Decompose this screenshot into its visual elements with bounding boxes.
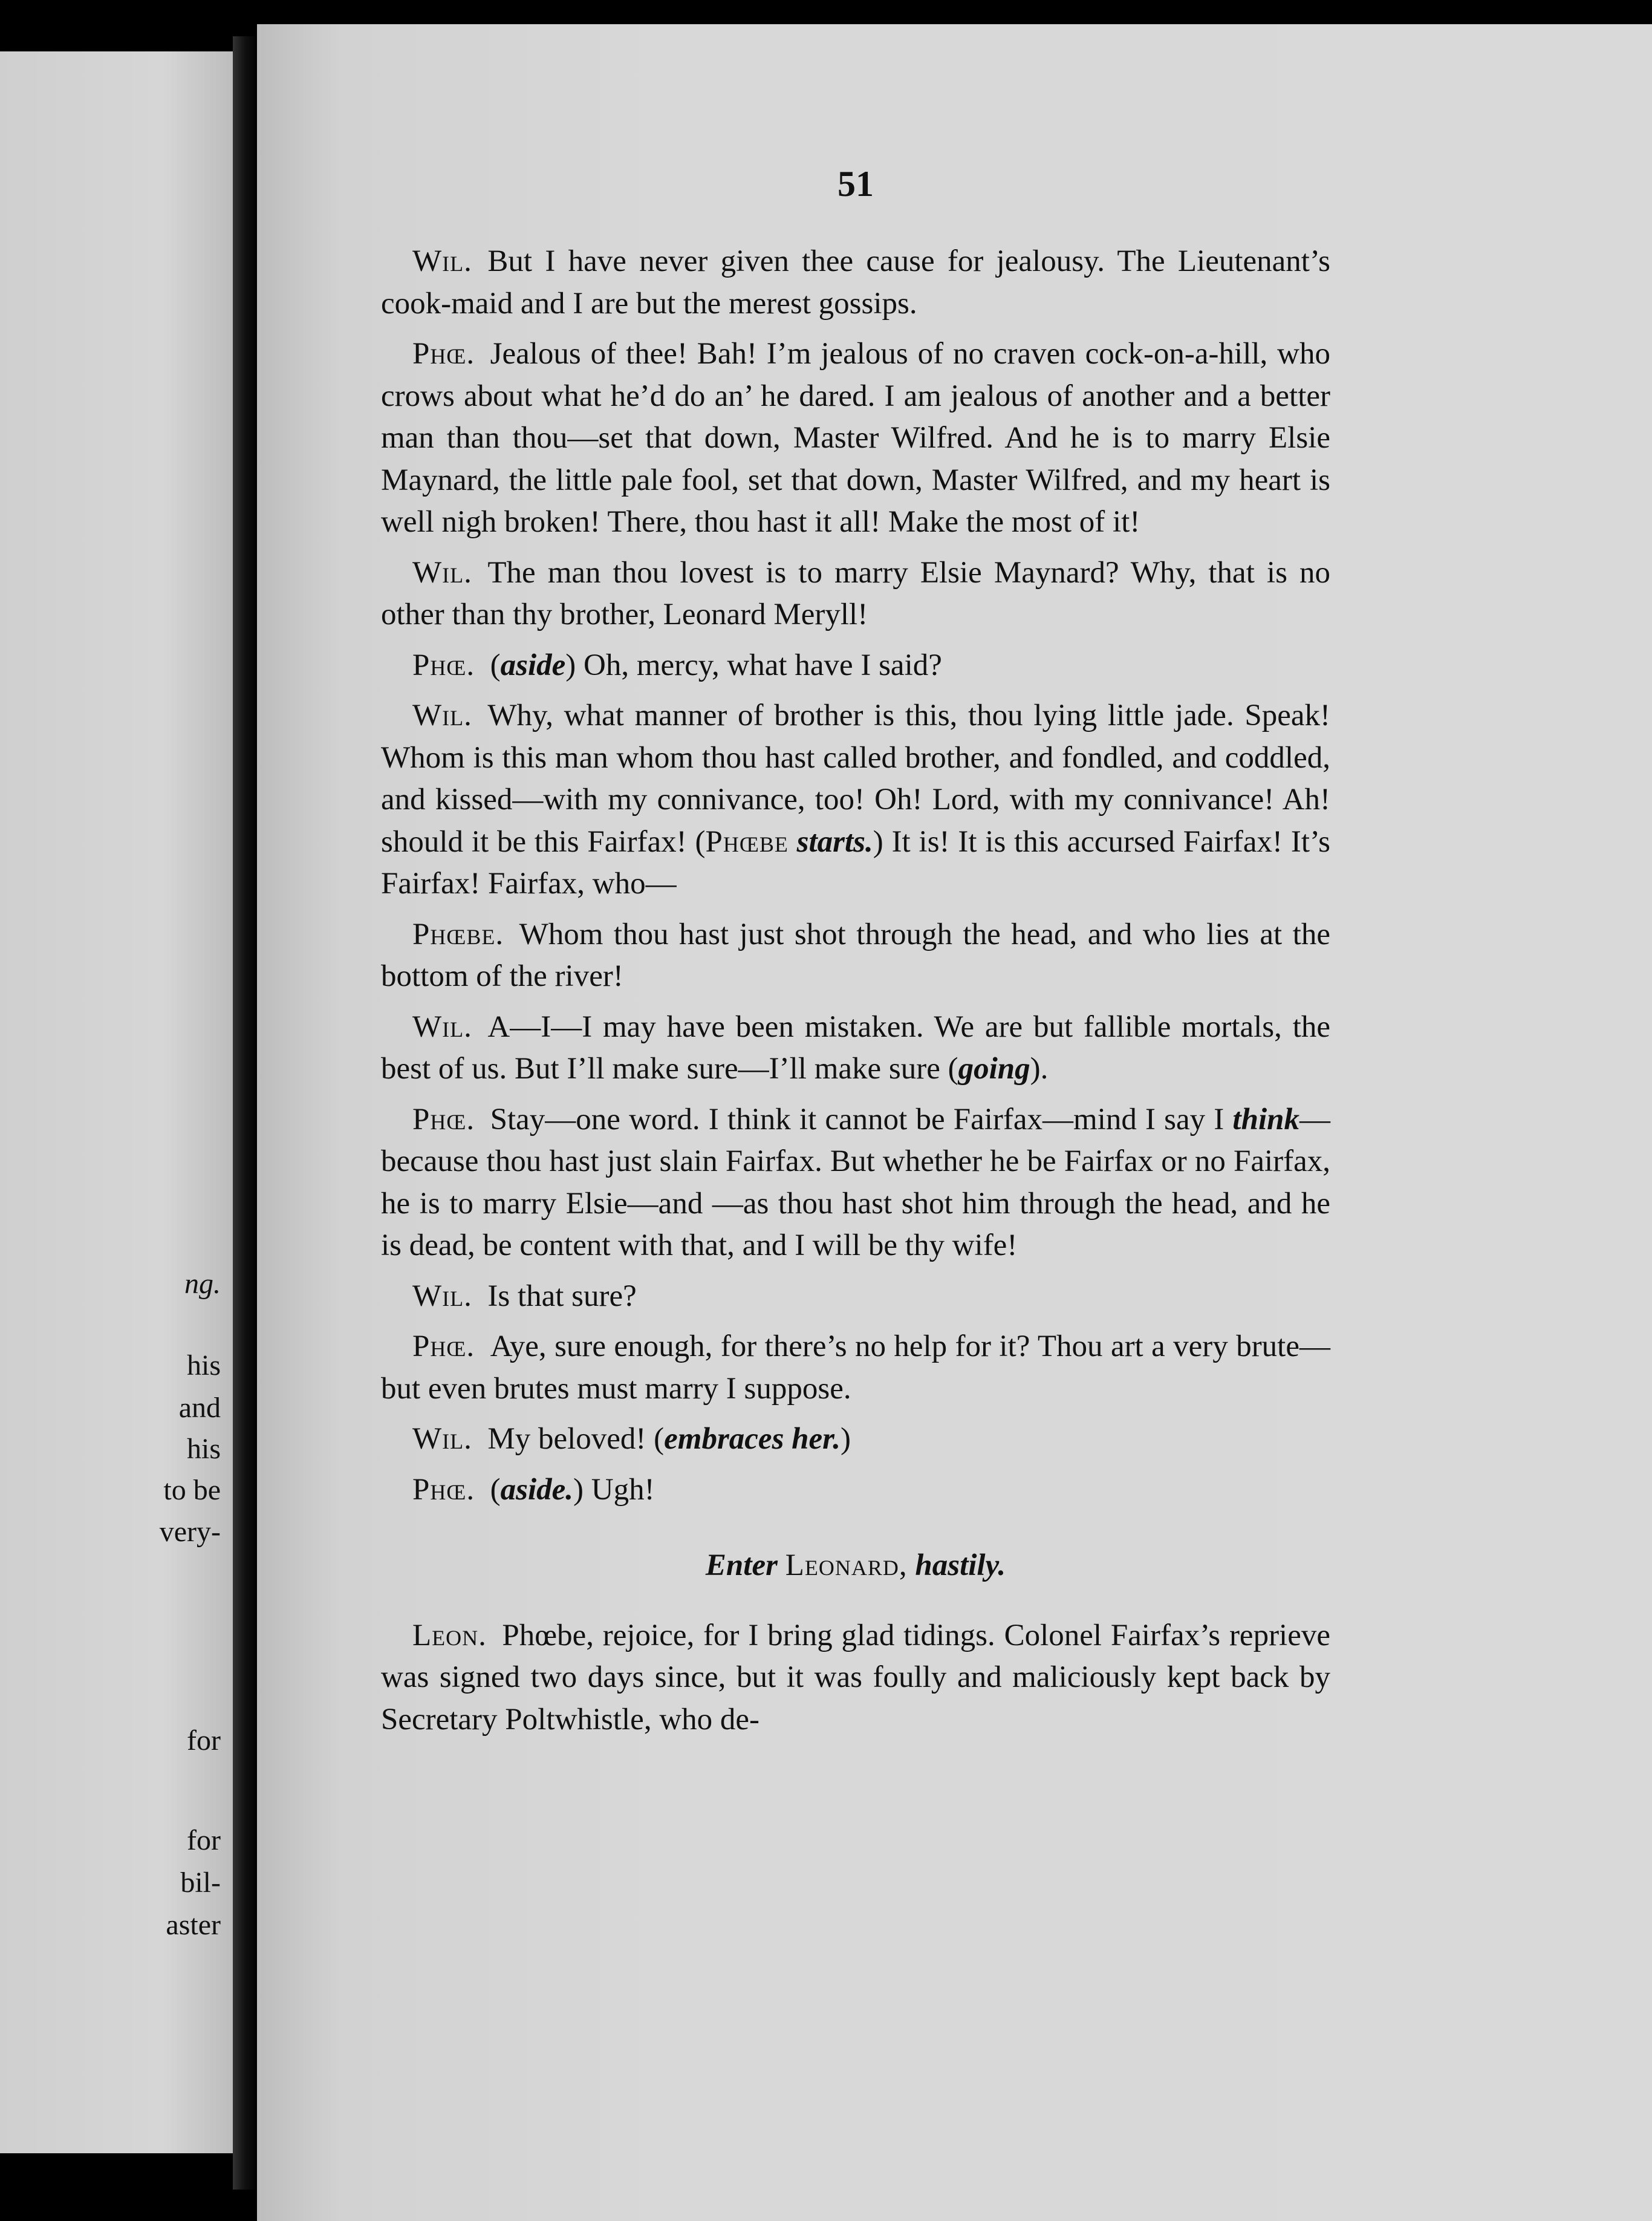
paragraph-text: But I have never given thee cause for jealousy. The Lieutenant’s cook-maid and I are but the merest gossips. xyxy=(381,244,1330,321)
speaker-name: Wil. xyxy=(412,1422,472,1456)
paragraph-text: ). xyxy=(1030,1052,1049,1086)
left-page-fragment: his xyxy=(186,1349,221,1381)
paragraph-text: ) Oh, mercy, what have I said? xyxy=(565,648,942,682)
italic-text: think xyxy=(1232,1102,1299,1137)
italic-text: embraces her. xyxy=(664,1422,841,1456)
speaker-name: Wil. xyxy=(412,555,472,590)
paragraph-text: ( xyxy=(490,648,501,682)
italic-text: aside xyxy=(500,648,566,682)
paragraph-text: —because thou hast just slain Fairfax. But whether he be Fairfax or no Fairfax, he is to marry Elsie—and —as thou hast shot him through the head, and he is dead, be content with that, and I will be thy wife! xyxy=(381,1102,1330,1262)
paragraph-text: ) xyxy=(840,1422,851,1456)
dialogue-paragraph xyxy=(381,1469,1330,1512)
left-page xyxy=(0,51,233,2153)
small-caps-text: Phœbe xyxy=(705,824,789,859)
dialogue-paragraph xyxy=(381,1418,1330,1461)
dialogue-paragraph xyxy=(381,914,1330,998)
dialogue-paragraph xyxy=(381,1099,1330,1267)
paragraph-text: ) It is! It is this accursed Fairfax! It’s Fairfax! Fairfax, who— xyxy=(381,824,1331,901)
dialogue-paragraph xyxy=(381,645,1330,687)
dialogue-paragraph xyxy=(381,1006,1330,1091)
speaker-name: Leon. xyxy=(412,1618,487,1652)
speaker-name: Phœ. xyxy=(412,1472,475,1507)
paragraph-text xyxy=(778,1548,785,1582)
left-page-fragments xyxy=(0,51,233,2153)
left-page-fragment: for xyxy=(187,1724,221,1756)
paragraph-text: ( xyxy=(490,1472,501,1507)
dialogue-paragraph xyxy=(381,1276,1330,1318)
paragraph-text: Whom thou hast just shot through the head, and who lies at the bottom of the river! xyxy=(381,917,1330,993)
italic-text: starts. xyxy=(796,824,873,859)
paragraph-text: Aye, sure enough, for there’s no help for it? Thou art a very brute—but even brutes must marry I suppose. xyxy=(381,1329,1330,1406)
book-gutter xyxy=(233,36,257,2190)
left-page-fragment: for xyxy=(187,1824,221,1856)
page-number: 51 xyxy=(837,164,874,204)
dialogue-paragraph xyxy=(381,241,1330,325)
dialogue-paragraph xyxy=(381,695,1330,905)
play-text xyxy=(381,241,1330,1749)
left-page-fragment: ng. xyxy=(184,1268,221,1300)
speaker-name: Wil. xyxy=(412,1279,472,1313)
speaker-name: Phœbe. xyxy=(412,917,504,951)
left-page-fragment: and xyxy=(178,1392,221,1424)
speaker-name: Phœ. xyxy=(412,1329,475,1363)
dialogue-paragraph xyxy=(381,333,1330,544)
speaker-name: Phœ. xyxy=(412,648,475,682)
speaker-name: Phœ. xyxy=(412,337,475,371)
paragraph-text: ) Ugh! xyxy=(573,1472,655,1507)
paragraph-text: A—I—I may have been mistaken. We are but fallible mortals, the best of us. But I’ll make sure—I’ll make sure ( xyxy=(381,1009,1330,1086)
dialogue-paragraph xyxy=(381,1326,1330,1410)
speaker-name: Phœ. xyxy=(412,1102,475,1137)
italic-text: Enter xyxy=(705,1548,778,1582)
paragraph-text xyxy=(908,1548,915,1582)
paragraph-text: Why, what manner of brother is this, thou lying little jade. Speak! Whom is this man whom thou hast called brother, and fondled, and coddled, and kissed—with my connivance, too! Oh! Lord, with my connivance! Ah! should it be this Fairfax! ( xyxy=(381,699,1330,859)
italic-text: going xyxy=(958,1052,1030,1086)
paragraph-text: Stay—one word. I think it cannot be Fairfax—mind I say I xyxy=(490,1102,1233,1137)
left-page-fragment: aster xyxy=(166,1909,221,1941)
dialogue-paragraph xyxy=(381,1615,1330,1741)
paragraph-text: Phœbe, rejoice, for I bring glad tidings. Colonel Fairfax’s reprieve was signed two days since, but it was foully and maliciously kept back by Secretary Poltwhistle, who de- xyxy=(381,1618,1330,1737)
paragraph-text xyxy=(789,825,797,859)
left-page-fragment: bil- xyxy=(180,1867,221,1899)
italic-text: aside. xyxy=(500,1472,574,1507)
speaker-name: Wil. xyxy=(412,699,472,732)
italic-text: hastily. xyxy=(915,1548,1006,1582)
left-page-fragment: to be xyxy=(163,1474,221,1506)
left-page-fragment: very- xyxy=(159,1516,221,1548)
speaker-name: Wil. xyxy=(412,244,472,278)
paragraph-text: My beloved! ( xyxy=(487,1422,665,1456)
stage-direction xyxy=(381,1545,1330,1587)
small-caps-text: Leonard, xyxy=(785,1548,908,1582)
speaker-name: Wil. xyxy=(412,1009,472,1044)
paragraph-text: Jealous of thee! Bah! I’m jealous of no craven cock-on-a-hill, who crows about what he’d do an’ he dared. I am jealous of another and a better man than thou—set that down, Master Wilfred. And he is to marry Elsie Maynard, the little pale fool, set that down, Master Wilfred, and my heart is well nigh broken! There, thou hast it all! Make the most of it! xyxy=(381,337,1330,539)
left-page-fragment: his xyxy=(186,1433,221,1465)
paragraph-text: The man thou lovest is to marry Elsie Maynard? Why, that is no other than thy brother, Leonard Meryll! xyxy=(381,555,1330,631)
dialogue-paragraph xyxy=(381,552,1330,636)
paragraph-text: Is that sure? xyxy=(487,1279,637,1313)
